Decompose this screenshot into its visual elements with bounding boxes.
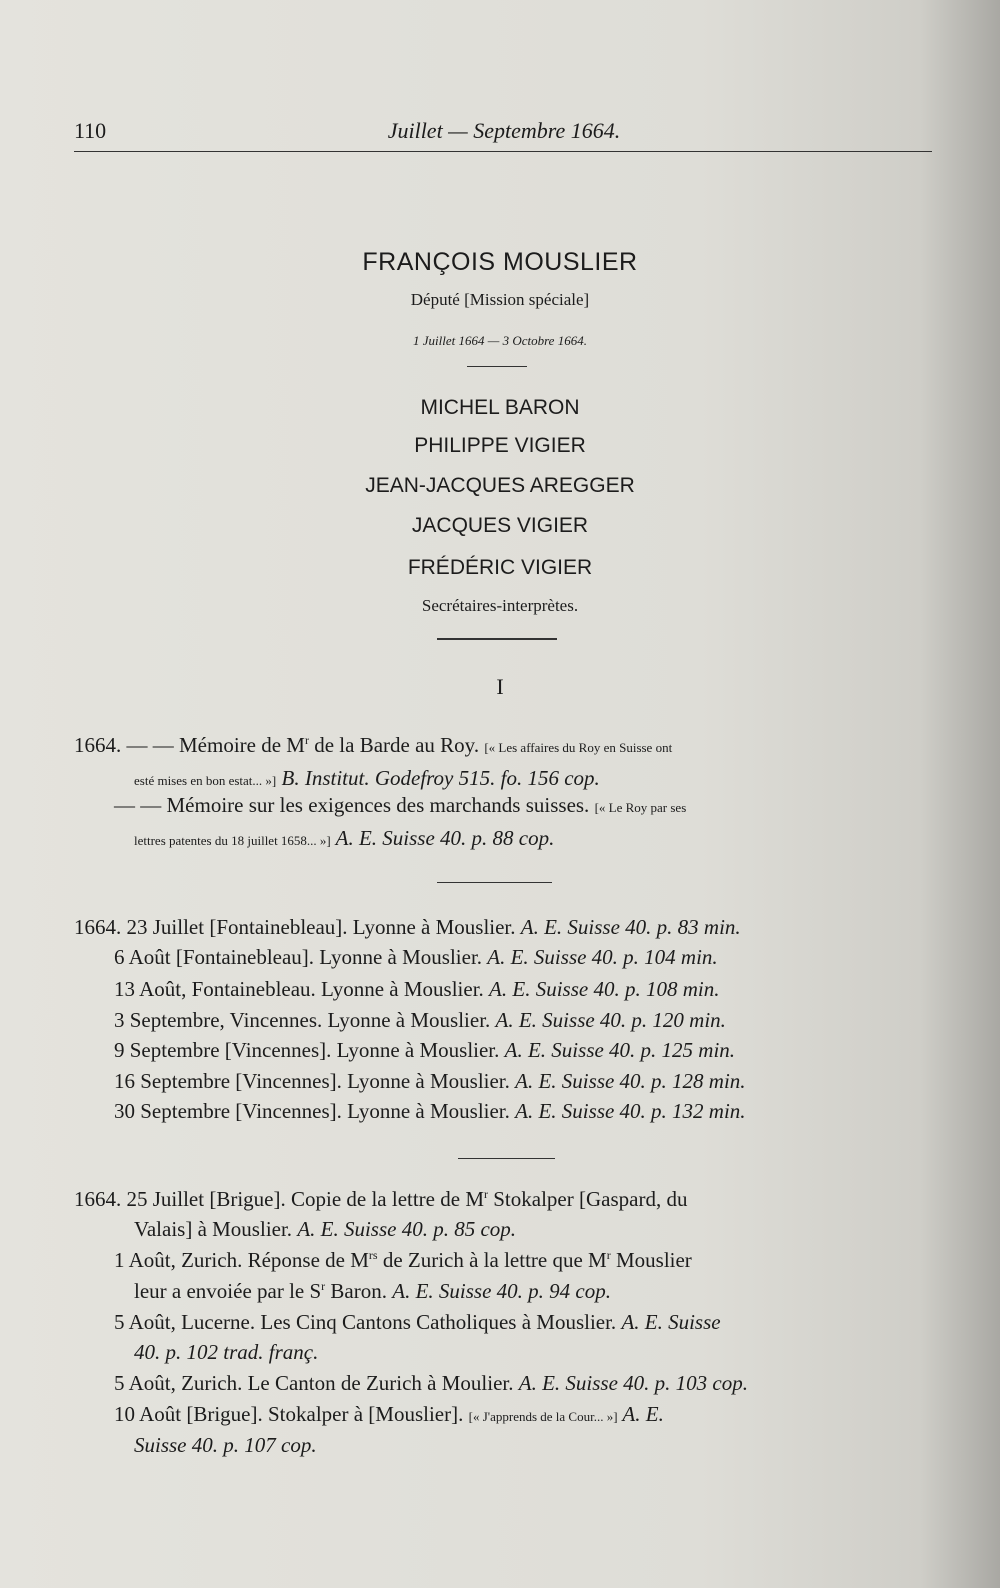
section-rule: [437, 882, 552, 883]
entry-line: esté mises en bon estat... »] B. Institut. Godefroy 515. fo. 156 cop.: [134, 766, 600, 790]
entry-line: 5 Août, Zurich. Le Canton de Zurich à Moulier. A. E. Suisse 40. p. 103 cop.: [114, 1371, 748, 1395]
separator-rule: [467, 366, 527, 367]
page-number: 110: [74, 118, 107, 143]
envoy-name: FRANÇOIS MOUSLIER: [362, 248, 638, 276]
section-rule: [458, 1158, 555, 1159]
entry-line: 1664. 25 Juillet [Brigue]. Copie de la lettre de $M^r$ Stokalper [Gaspard, du: [74, 1187, 688, 1211]
interpreter-name: MICHEL BARON: [420, 396, 580, 419]
interpreter-name: PHILIPPE VIGIER: [414, 434, 586, 457]
envoy-role: Député [Mission spéciale]: [410, 290, 590, 309]
entry-line: 16 Septembre [Vincennes]. Lyonne à Mouslier. A. E. Suisse 40. p. 128 min.: [114, 1069, 746, 1093]
entry-line: 6 Août [Fontainebleau]. Lyonne à Mouslier. A. E. Suisse 40. p. 104 min.: [114, 945, 718, 969]
interpreter-name: JACQUES VIGIER: [411, 514, 589, 537]
entry-line: 1 Août, Zurich. Réponse de $M^{rs}$ de Zurich à la lettre que $M^r$ Mouslier: [114, 1248, 692, 1272]
entry-line: 1664. 23 Juillet [Fontainebleau]. Lyonne à Mouslier. A. E. Suisse 40. p. 83 min.: [74, 915, 741, 939]
section-numeral: I: [496, 674, 504, 699]
page-header: [74, 118, 934, 152]
interpreters-role: Secrétaires-interprètes.: [421, 596, 579, 615]
running-title: Juillet — Septembre 1664.: [387, 118, 621, 143]
entry-line: 3 Septembre, Vincennes. Lyonne à Mouslier. A. E. Suisse 40. p. 120 min.: [114, 1008, 726, 1032]
interpreter-name: FRÉDÉRIC VIGIER: [407, 556, 593, 579]
entry-line: 40. p. 102 trad. franç.: [134, 1340, 319, 1364]
entry-line: — — Mémoire sur les exigences des marchands suisses. [« Le Roy par ses: [114, 793, 687, 817]
interpreter-name: JEAN-JACQUES AREGGER: [365, 474, 635, 497]
entry-line: 13 Août, Fontainebleau. Lyonne à Mouslier. A. E. Suisse 40. p. 108 min.: [114, 977, 720, 1001]
entry-line: 30 Septembre [Vincennes]. Lyonne à Mouslier. A. E. Suisse 40. p. 132 min.: [114, 1099, 746, 1123]
mission-dates: 1 Juillet 1664 — 3 Octobre 1664.: [413, 333, 587, 348]
entry-line: Valais] à Mouslier. A. E. Suisse 40. p. 85 cop.: [134, 1217, 517, 1241]
entry-line: lettres patentes du 18 juillet 1658... »] A. E. Suisse 40. p. 88 cop.: [134, 826, 555, 850]
header-rule: [74, 151, 932, 152]
section-rule: [437, 638, 557, 640]
entry-line: 9 Septembre [Vincennes]. Lyonne à Mouslier. A. E. Suisse 40. p. 125 min.: [114, 1038, 736, 1062]
entry-line: leur a envoiée par le $S^r$ Baron. A. E. Suisse 40. p. 94 cop.: [134, 1279, 611, 1303]
entry-line: 1664. — — Mémoire de $M^r$ de la Barde au Roy. [« Les affaires du Roy en Suisse ont: [74, 733, 673, 757]
entry-line: Suisse 40. p. 107 cop.: [134, 1433, 317, 1457]
entry-line: 5 Août, Lucerne. Les Cinq Cantons Catholiques à Mouslier. A. E. Suisse: [114, 1310, 721, 1334]
entry-line: 10 Août [Brigue]. Stokalper à [Mouslier]. [« J'apprends de la Cour... »] A. E.: [114, 1402, 664, 1426]
